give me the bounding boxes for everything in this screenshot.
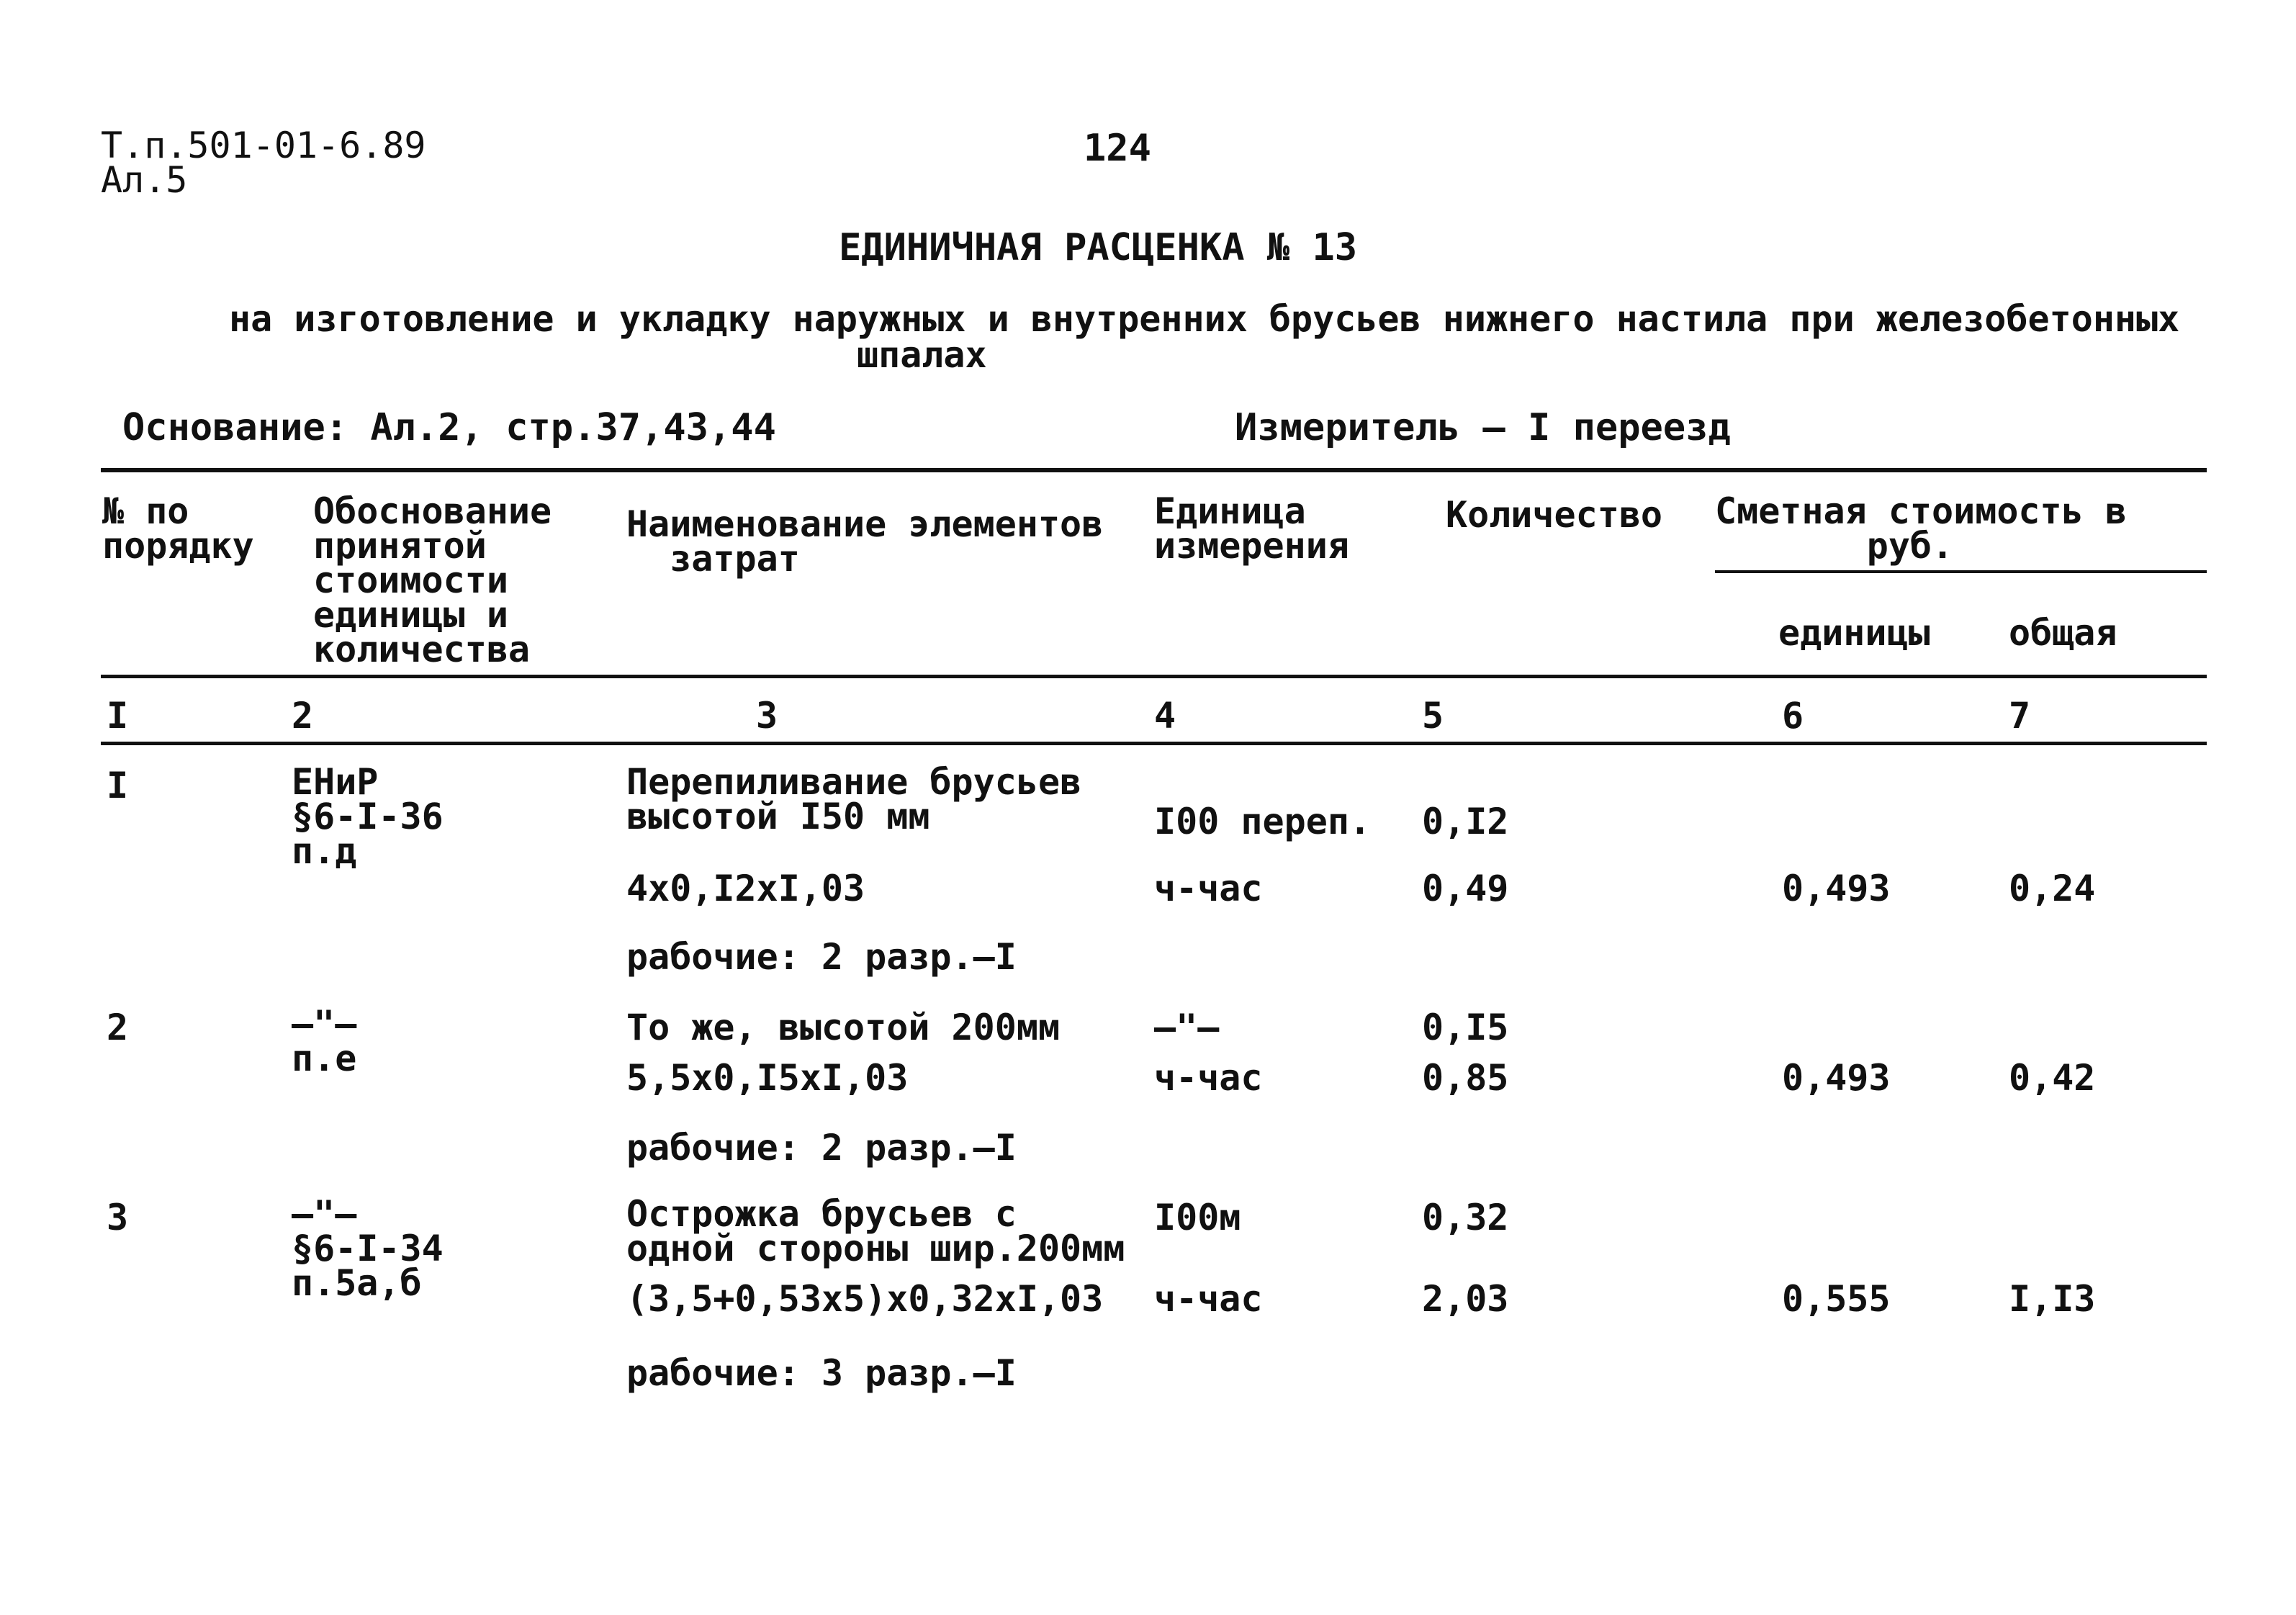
header-row-number: № по порядку <box>102 490 254 567</box>
row-basis: ЕНиР §6-I-36 п.д <box>292 761 444 872</box>
document-subtitle: на изготовление и укладку наружных и внутренних брусьев нижнего настила при железобетонных <box>229 298 2180 340</box>
row-number: 3 <box>107 1197 129 1238</box>
column-number: 5 <box>1422 695 1444 737</box>
row-total-cost: 0,24 <box>2009 868 2096 909</box>
row-unit: –"– <box>1154 1007 1220 1048</box>
header-bottom-rule <box>101 675 2207 678</box>
row-quantity: 0,32 <box>1422 1197 1509 1238</box>
row-labor-quantity: 2,03 <box>1422 1278 1509 1320</box>
row-labor-unit: ч-час <box>1154 1057 1263 1099</box>
row-unit-cost: 0,493 <box>1782 1057 1891 1099</box>
row-quantity: 0,I2 <box>1422 801 1509 842</box>
document-title: ЕДИНИЧНАЯ РАСЦЕНКА № 13 <box>839 226 1358 269</box>
row-element-name: Острожка брусьев с одной стороны шир.200мм <box>626 1193 1125 1269</box>
row-basis: –"– §6-I-34 п.5а,б <box>292 1193 444 1304</box>
row-labor-quantity: 0,85 <box>1422 1057 1509 1099</box>
row-formula: 5,5х0,I5хI,03 <box>626 1057 909 1099</box>
column-number: 2 <box>292 695 314 737</box>
row-workers: рабочие: 3 разр.–I <box>626 1352 1017 1394</box>
page-number: 124 <box>1084 127 1151 170</box>
column-number: 3 <box>756 695 778 737</box>
row-total-cost: 0,42 <box>2009 1057 2096 1099</box>
header-unit-cost: единицы <box>1778 612 1930 654</box>
row-formula: (3,5+0,53х5)х0,32хI,03 <box>626 1278 1104 1320</box>
column-number: 6 <box>1782 695 1804 737</box>
table-top-rule <box>101 468 2207 472</box>
row-labor-unit: ч-час <box>1154 1278 1263 1320</box>
row-basis: –"– п.е <box>292 1003 357 1079</box>
row-unit-cost: 0,555 <box>1782 1278 1891 1320</box>
header-estimated-cost: Сметная стоимость в руб. <box>1715 490 2127 567</box>
column-number: I <box>107 695 129 737</box>
measure-unit: Измеритель – I переезд <box>1235 406 1731 449</box>
row-total-cost: I,I3 <box>2009 1278 2096 1320</box>
document-code: Т.п.501-01-6.89 Ал.5 <box>101 125 426 201</box>
row-element-name: Перепиливание брусьев высотой I50 мм <box>626 761 1082 837</box>
basis-reference: Основание: Ал.2, стр.37,43,44 <box>122 406 776 449</box>
header-basis: Обоснование принятой стоимости единицы и количества <box>313 490 552 670</box>
row-workers: рабочие: 2 разр.–I <box>626 1127 1017 1169</box>
row-quantity: 0,I5 <box>1422 1007 1509 1048</box>
cost-subheader-rule <box>1715 570 2207 573</box>
header-cost-element: Наименование элементов затрат <box>626 503 1104 580</box>
row-unit: I00 переп. <box>1154 801 1372 842</box>
row-unit-cost: 0,493 <box>1782 868 1891 909</box>
column-number: 4 <box>1154 695 1176 737</box>
header-total-cost: общая <box>2009 612 2117 654</box>
row-element-name: То же, высотой 200мм <box>626 1007 1061 1048</box>
header-unit: Единица измерения <box>1154 490 1349 567</box>
row-number: I <box>107 765 129 806</box>
row-formula: 4х0,I2хI,03 <box>626 868 865 909</box>
row-labor-quantity: 0,49 <box>1422 868 1509 909</box>
header-quantity: Количество <box>1446 494 1663 536</box>
row-number: 2 <box>107 1007 129 1048</box>
document-subtitle-line2: шпалах <box>857 334 987 376</box>
row-unit: I00м <box>1154 1197 1241 1238</box>
column-number: 7 <box>2009 695 2031 737</box>
row-labor-unit: ч-час <box>1154 868 1263 909</box>
column-numbers-rule <box>101 742 2207 745</box>
row-workers: рабочие: 2 разр.–I <box>626 936 1017 978</box>
